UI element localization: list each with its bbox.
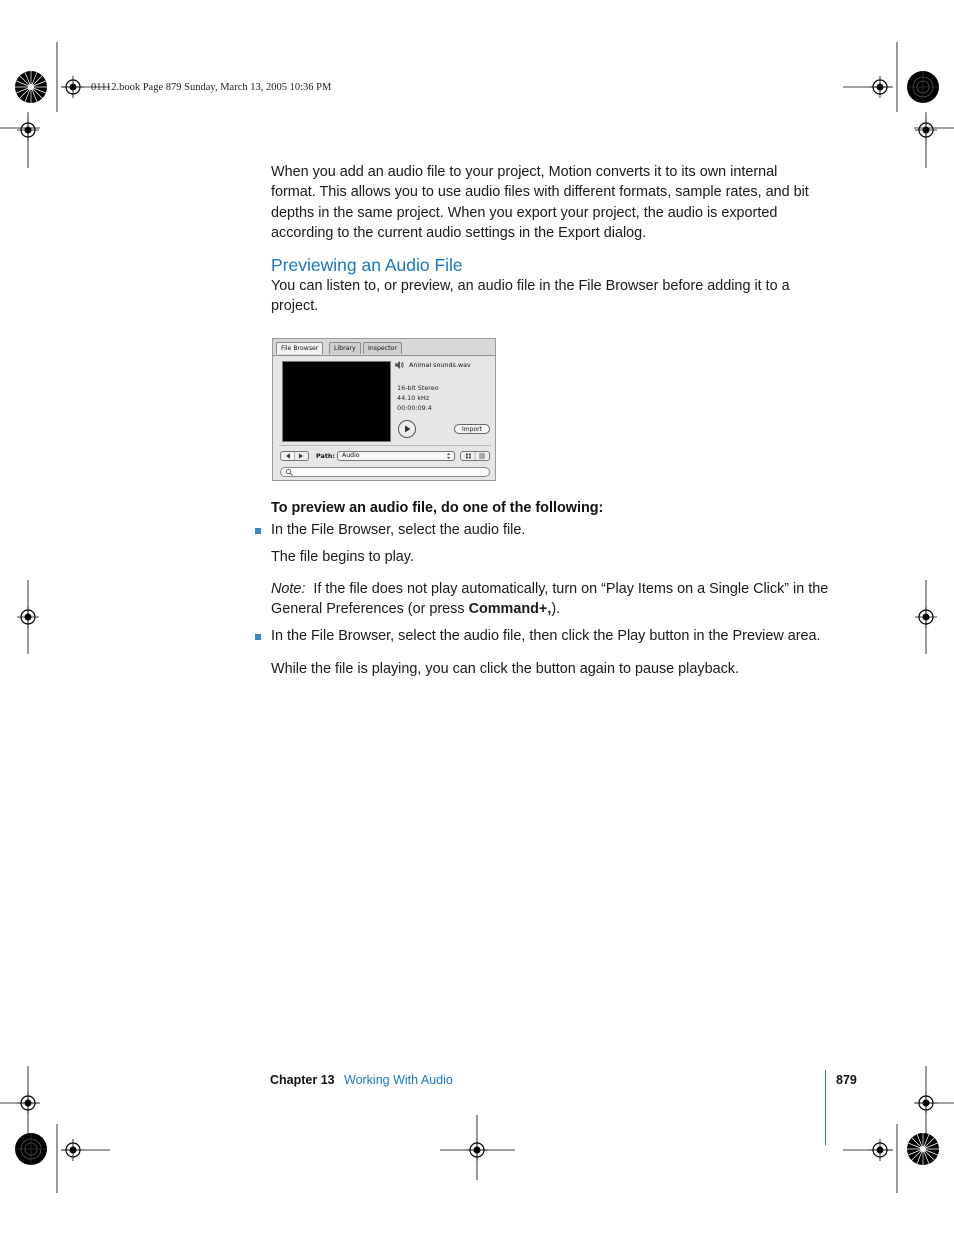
registration-mark-icon [915, 1092, 937, 1114]
section-heading: Previewing an Audio File [271, 255, 463, 275]
path-value: Audio [342, 452, 360, 459]
note-text-after: ). [551, 601, 561, 618]
note-text-before: If the file does not play automatically, turn on “Play Items on a Single Click” in the General Preferences (or press [271, 581, 829, 618]
file-name: Animal sounds.wav [409, 361, 471, 369]
task-title: To preview an audio file, do one of the following: [271, 500, 604, 516]
registration-mark-icon [869, 76, 891, 98]
page-number: 879 [836, 1073, 857, 1087]
registration-mark-icon [915, 119, 937, 141]
tab-file-browser[interactable]: File Browser [276, 342, 323, 354]
note-label: Note: [271, 581, 306, 597]
result-1-text: The file begins to play. [271, 549, 414, 565]
registration-mark-icon [466, 1139, 488, 1161]
registration-mark-icon [17, 1092, 39, 1114]
target-circle-icon [906, 70, 940, 104]
footer-chapter-title: Working With Audio [344, 1073, 453, 1087]
bullet-2-text: In the File Browser, select the audio file, then click the Play button in the Preview area. [271, 628, 821, 644]
file-format: 16-bit Stereo [397, 384, 439, 392]
registration-mark-icon [869, 1139, 891, 1161]
footer-chapter: Chapter 13 [270, 1073, 335, 1087]
starburst-target-icon [906, 1132, 940, 1166]
tab-inspector[interactable]: Inspector [363, 342, 402, 354]
bullet-1-text: In the File Browser, select the audio file. [271, 522, 526, 538]
duration: 00:00:09.4 [397, 404, 432, 412]
target-circle-icon [14, 1132, 48, 1166]
tab-library[interactable]: Library [329, 342, 361, 354]
registration-mark-icon [62, 1139, 84, 1161]
registration-mark-icon [62, 76, 84, 98]
note-shortcut: Command+, [468, 601, 552, 618]
registration-mark-icon [17, 119, 39, 141]
intro-paragraph: When you add an audio file to your project, Motion converts it to its own internal format. This allows you to use audio files with different formats, sample rates, and bit depths in the same project. When you export your project, the audio is exported according to the current audio settings in the Export dialog. [271, 164, 809, 241]
print-header: 01112.book Page 879 Sunday, March 13, 2005 10:36 PM [91, 82, 332, 93]
result-2-text: While the file is playing, you can click the button again to pause playback. [271, 661, 739, 677]
import-button[interactable]: Import [454, 424, 490, 434]
registration-mark-icon [17, 606, 39, 628]
section-intro: You can listen to, or preview, an audio file in the File Browser before adding it to a project. [271, 278, 790, 315]
path-label: Path: [316, 452, 335, 460]
sample-rate: 44.10 kHz [397, 394, 430, 402]
starburst-target-icon [14, 70, 48, 104]
registration-mark-icon [915, 606, 937, 628]
